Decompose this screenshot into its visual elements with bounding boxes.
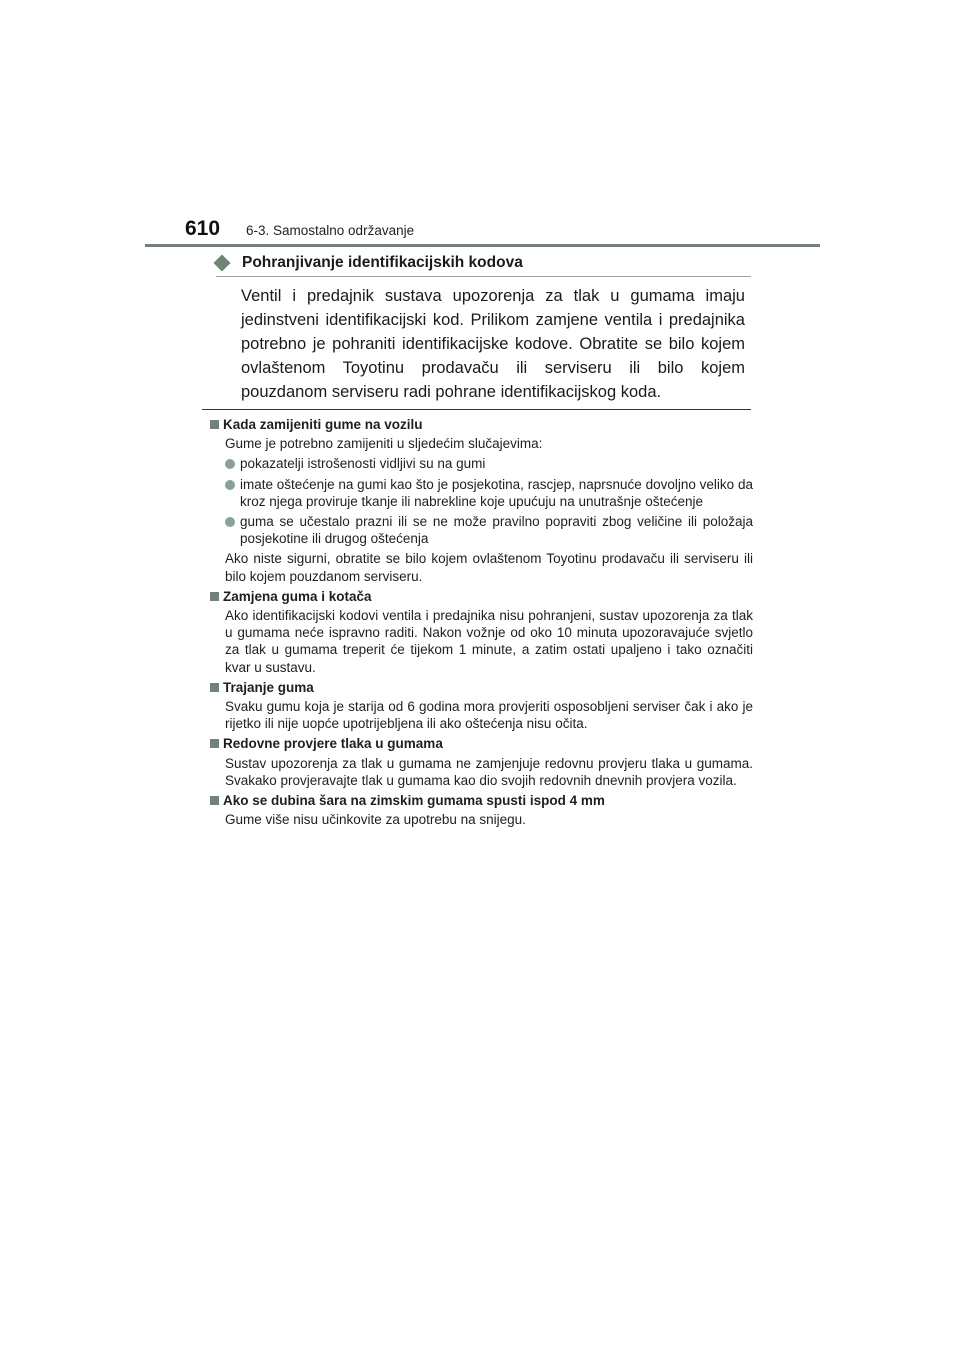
list-item	[225, 455, 753, 472]
circle-bullet-icon	[225, 480, 235, 490]
circle-bullet-icon	[225, 517, 235, 527]
square-bullet-icon	[210, 420, 219, 429]
header-divider	[145, 244, 820, 247]
circle-bullet-icon	[225, 459, 235, 469]
notes-section	[210, 416, 753, 831]
square-bullet-icon	[210, 683, 219, 692]
note-heading	[210, 792, 753, 809]
note-title: Kada zamijeniti gume na vozilu	[223, 417, 423, 432]
square-bullet-icon	[210, 739, 219, 748]
note-text: Ako niste sigurni, obratite se bilo kojem ovlaštenom Toyotinu prodavaču ili serviseru ili bilo kojem pouzdanom serviseru.	[225, 551, 753, 584]
note-heading	[210, 735, 753, 752]
note-tire-lifespan	[210, 679, 753, 733]
notes-divider	[202, 409, 751, 410]
page-header	[185, 219, 820, 245]
note-title: Ako se dubina šara na zimskim gumama spusti ispod 4 mm	[223, 793, 605, 809]
diamond-icon	[214, 255, 231, 272]
note-text: Svaku gumu koja je starija od 6 godina mora provjeriti osposobljeni serviser čak i ako je rijetko ili nije uopće upotrijebljena ili ako oštećenja nisu očita.	[225, 699, 753, 732]
note-heading	[210, 588, 753, 605]
list-item-text: imate oštećenje na gumi kao što je posjekotina, rascjep, naprsnuće dovoljno veliko da kroz njega proviruje tkanje ili nabrekline koje upućuju na unutrašnje oštećenje	[240, 476, 753, 509]
list-item-text: pokazatelji istrošenosti vidljivi su na gumi	[240, 456, 486, 472]
note-text: Gume više nisu učinkovite za upotrebu na snijegu.	[225, 812, 526, 828]
note-text: Sustav upozorenja za tlak u gumama ne zamjenjuje redovnu provjeru tlaka u gumama. Svakako provjeravajte tlak u gumama kao dio svojih redovnih dnevnih provjera vozila.	[225, 755, 753, 788]
note-text: Ako identifikacijski kodovi ventila i predajnika nisu pohranjeni, sustav upozorenja za tlak u gumama neće ispravno raditi. Nakon vožnje od oko 10 minuta upozoravajuće svjetlo za tlak u gumama treperit će tijekom 1 minute, a zatim ostati upaljeno i tako označiti kvar u sustavu.	[225, 608, 753, 675]
list-item	[225, 476, 753, 510]
page-number: 610	[185, 217, 221, 240]
square-bullet-icon	[210, 592, 219, 601]
subsection-divider	[216, 276, 751, 277]
list-item	[225, 513, 753, 547]
note-tire-replacement	[210, 416, 753, 585]
note-heading	[210, 679, 753, 696]
note-text: Gume je potrebno zamijeniti u sljedećim slučajevima:	[225, 436, 543, 452]
section-reference: 6-3. Samostalno održavanje	[246, 223, 415, 238]
note-heading	[210, 416, 753, 433]
subsection-title: Pohranjivanje identifikacijskih kodova	[242, 254, 523, 271]
note-pressure-checks	[210, 735, 753, 789]
note-winter-tread-depth	[210, 792, 753, 828]
note-tire-wheel-replacement	[210, 588, 753, 676]
list-item-text: guma se učestalo prazni ili se ne može pravilno popraviti zbog veličine ili položaja posjekotine ili drugog oštećenja	[240, 514, 753, 547]
note-title: Trajanje guma	[223, 679, 314, 695]
square-bullet-icon	[210, 796, 219, 805]
note-title: Zamjena guma i kotača	[223, 588, 372, 604]
subsection-intro: Ventil i predajnik sustava upozorenja za tlak u gumama imaju jedinstveni identifikacijski kod. Prilikom zamjene ventila i predajnika potrebno je pohraniti identifikacijske kodove. Obratite se bilo kojem ovlaštenom Toyotinu prodavaču ili serviseru ili bilo kojem pouzdanom serviseru radi pohrane identifikacijskog koda.	[241, 287, 745, 401]
note-title: Redovne provjere tlaka u gumama	[223, 736, 443, 752]
